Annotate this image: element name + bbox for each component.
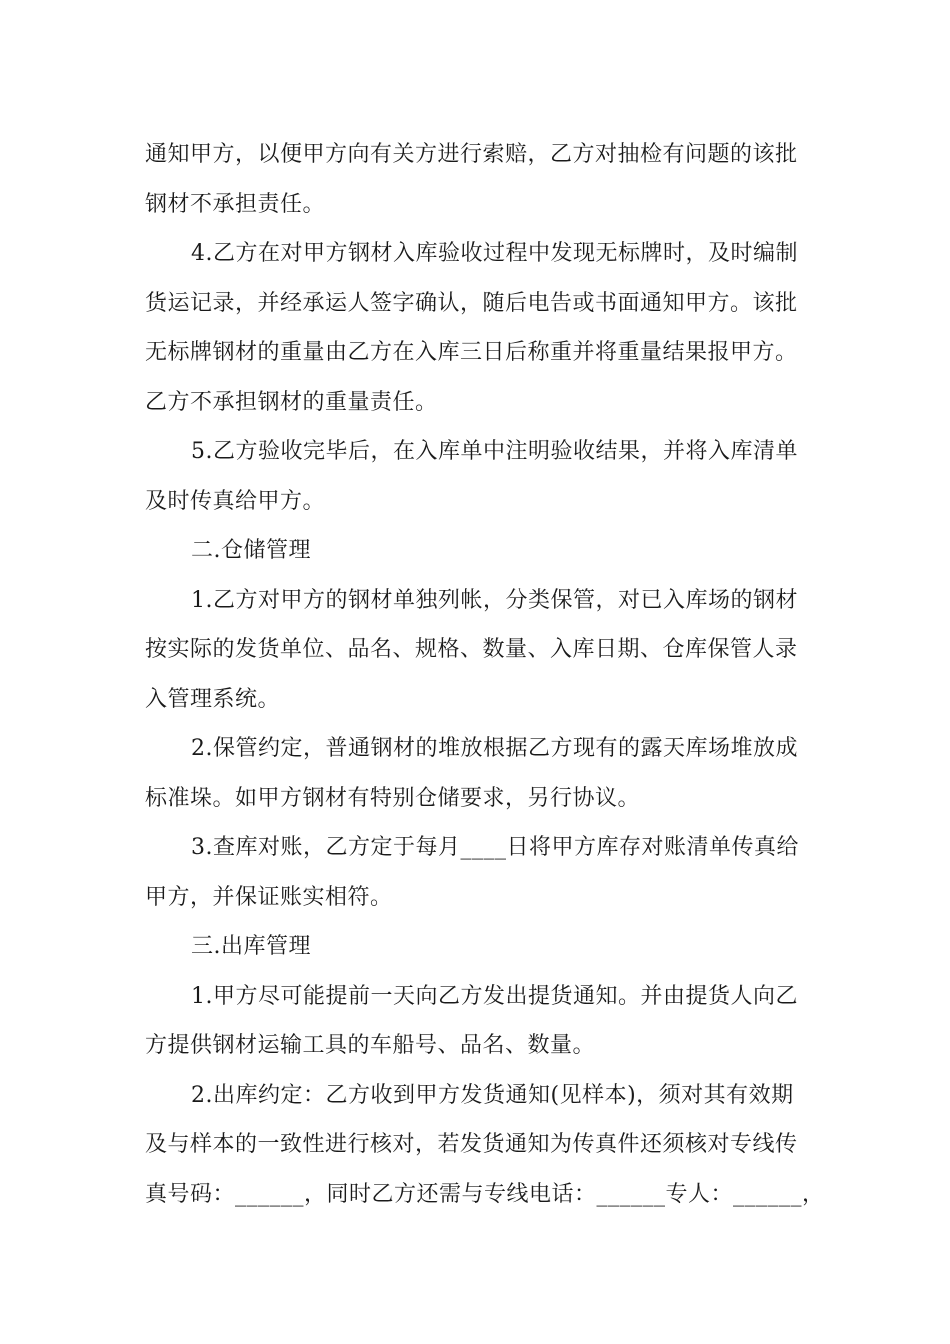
text-line: 及时传真给甲方。 — [145, 488, 326, 514]
clause-1-line: 1.甲方尽可能提前一天向乙方发出提货通知。并由提货人向乙 — [191, 983, 798, 1009]
text-line: 入管理系统。 — [145, 686, 281, 712]
text-line: 货运记录，并经承运人签字确认，随后电告或书面通知甲方。该批 — [145, 290, 798, 316]
clause-5-line: 5.乙方验收完毕后，在入库单中注明验收结果，并将入库清单 — [191, 439, 798, 464]
clause-2-line: 2.保管约定，普通钢材的堆放根据乙方现有的露天库场堆放成 — [191, 736, 798, 761]
section-heading-storage: 二.仓储管理 — [191, 538, 311, 563]
text-line: 无标牌钢材的重量由乙方在入库三日后称重并将重量结果报甲方。 — [145, 340, 798, 365]
text-line: 真号码：______，同时乙方还需与专线电话：______专人：______， — [145, 1181, 825, 1207]
text-line: 钢材不承担责任。 — [145, 191, 326, 217]
text-line: 及与样本的一致性进行核对，若发货通知为传真件还须核对专线传 — [145, 1132, 798, 1157]
text-line: 通知甲方，以便甲方向有关方进行索赔，乙方对抽检有问题的该批 — [145, 142, 798, 167]
text-line: 标准垛。如甲方钢材有特别仓储要求，另行协议。 — [145, 785, 641, 811]
clause-2-line: 2.出库约定：乙方收到甲方发货通知(见样本)，须对其有效期 — [191, 1082, 794, 1108]
document-body — [145, 130, 825, 1219]
clause-3-line: 3.查库对账，乙方定于每月____日将甲方库存对账清单传真给 — [191, 835, 799, 860]
text-line: 按实际的发货单位、品名、规格、数量、入库日期、仓库保管人录 — [145, 637, 798, 662]
clause-4-line: 4.乙方在对甲方钢材入库验收过程中发现无标牌时，及时编制 — [191, 241, 798, 266]
text-line: 方提供钢材运输工具的车船号、品名、数量。 — [145, 1033, 596, 1058]
section-heading-outbound: 三.出库管理 — [191, 934, 311, 959]
clause-1-line: 1.乙方对甲方的钢材单独列帐，分类保管，对已入库场的钢材 — [191, 587, 798, 613]
text-line: 乙方不承担钢材的重量责任。 — [145, 389, 438, 415]
text-line: 甲方，并保证账实相符。 — [145, 884, 393, 910]
